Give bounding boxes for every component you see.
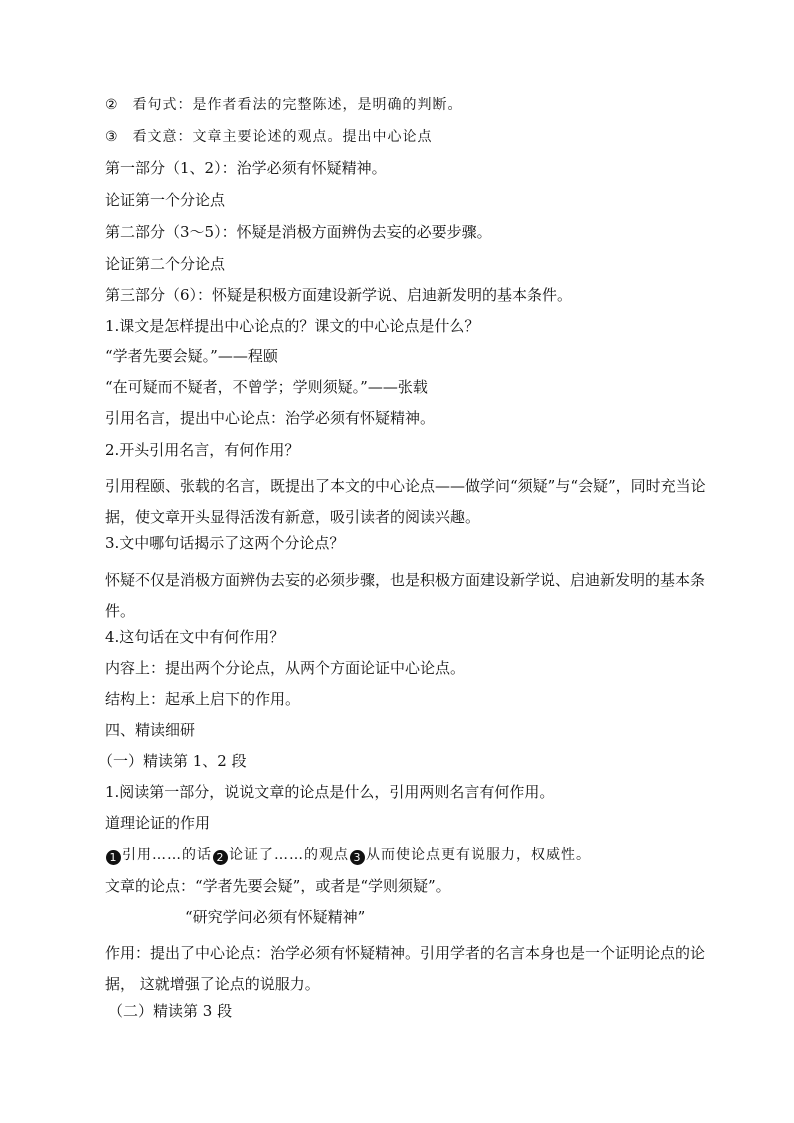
question-3: 3.文中哪句话揭示了这两个分论点？: [105, 534, 345, 552]
reasoning-heading: 道理论证的作用: [105, 814, 211, 832]
function-paragraph: [105, 938, 725, 1000]
thesis-line: 文章的论点：“学者先要会疑”，或者是“学则须疑”。: [105, 877, 451, 895]
circled-number-2: 2: [213, 850, 228, 865]
step-3: 从而使论点更有说服力，权威性。: [366, 847, 591, 863]
answer-3: [105, 565, 725, 627]
answer-2: [105, 471, 725, 533]
answer-4-structure: 结构上：起承上启下的作用。: [105, 690, 301, 708]
answer-4-content: 内容上：提出两个分论点，从两个方面论证中心论点。: [105, 659, 466, 677]
step-1: 引用……的话: [122, 847, 212, 863]
step-2: 论证了……的观点: [229, 847, 349, 863]
circled-number-3: 3: [350, 850, 365, 865]
method-item-3: [105, 127, 433, 147]
item-text: 看句式：是作者看法的完整陈述，是明确的判断。: [132, 97, 463, 113]
item-text: 看文意：文章主要论述的观点。提出中心论点: [132, 129, 433, 145]
method-item-2: [105, 95, 463, 115]
question-1: 1.课文是怎样提出中心论点的？课文的中心论点是什么？: [105, 317, 480, 335]
question-2: 2.开头引用名言，有何作用？: [105, 441, 300, 459]
question-reading-1: 1.阅读第一部分，说说文章的论点是什么，引用两则名言有何作用。: [105, 783, 555, 801]
quote-chengyi: “学者先要会疑。”——程颐: [105, 347, 278, 365]
part-three: 第三部分（6）：怀疑是积极方面建设新学说、启迪新发明的基本条件。: [105, 286, 573, 304]
question-4: 4.这句话在文中有何作用？: [105, 628, 285, 646]
item-number: ③: [105, 129, 119, 145]
answer-1: 引用名言，提出中心论点：治学必须有怀疑精神。: [105, 409, 436, 427]
part-one: 第一部分（1、2）：治学必须有怀疑精神。: [105, 159, 387, 177]
circled-number-1: 1: [106, 850, 121, 865]
section-heading-4: 四、精读细研: [105, 721, 196, 739]
answer-3-text: 怀疑不仅是消极方面辨伪去妄的必须步骤，也是积极方面建设新学说、启迪新发明的基本条件。: [105, 571, 706, 620]
part-two: 第二部分（3～5）：怀疑是消极方面辨伪去妄的必要步骤。: [105, 223, 492, 241]
reasoning-steps: [105, 845, 591, 865]
part-one-note: 论证第一个分论点: [105, 191, 226, 209]
subsection-1: （一）精读第 1、2 段: [98, 752, 247, 770]
answer-2-text: 引用程颐、张载的名言，既提出了本文的中心论点——做学问“须疑”与“会疑”，同时充当论据，使文章开头显得活泼有新意，吸引读者的阅读兴趣。: [105, 477, 706, 526]
item-number: ②: [105, 97, 119, 113]
thesis-quote: “研究学问必须有怀疑精神”: [185, 908, 366, 926]
function-text: 作用：提出了中心论点：治学必须有怀疑精神。引用学者的名言本身也是一个证明论点的论据， 这就增强了论点的说服力。: [105, 944, 706, 993]
part-two-note: 论证第二个分论点: [105, 255, 226, 273]
quote-zhangzai: “在可疑而不疑者，不曾学；学则须疑。”——张载: [105, 378, 428, 396]
subsection-2: （二）精读第 3 段: [108, 1002, 233, 1020]
